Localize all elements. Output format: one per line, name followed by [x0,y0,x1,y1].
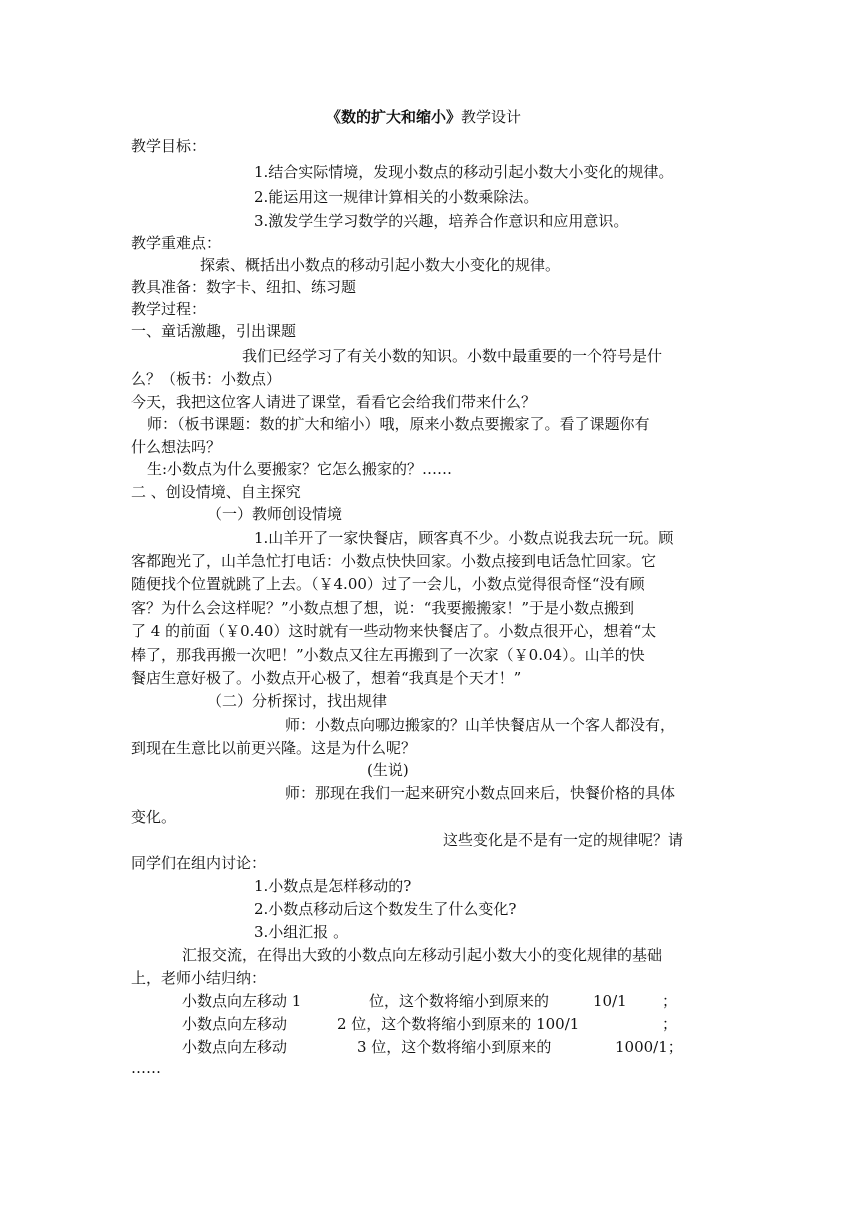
goal-item: 3.激发学生学习数学的兴趣，培养合作意识和应用意识。 [254,212,629,230]
section1-line: 么？（板书：小数点） [131,370,282,388]
rule-part: 位，这个数将缩小到原来的 [369,992,550,1010]
story-line: 客？为什么会这样呢？”小数点想了想，说：“我要搬搬家！”于是小数点搬到 [131,599,635,617]
rule-part: ； [662,992,678,1010]
story-line: 1.山羊开了一家快餐店，顾客真不少。小数点说我去玩一玩。顾 [254,529,674,547]
goals-heading: 教学目标： [131,137,207,155]
analysis-line: 同学们在组内讨论： [131,854,267,872]
story-line: 随便找个位置就跳了上去。（￥4.00）过了一会儿，小数点觉得很奇怪“没有顾 [131,575,645,593]
key-points-text: 探索、概括出小数点的移动引起小数大小变化的规律。 [200,256,561,274]
subsection-heading: （一）教师创设情境 [207,505,343,523]
section1-line: 师：（板书课题：数的扩大和缩小）哦，原来小数点要搬家了。看了课题你有 [147,415,650,433]
story-line: 餐店生意好极了。小数点开心极了，想着“我真是个天才！” [131,669,522,687]
section1-line: 我们已经学习了有关小数的知识。小数中最重要的一个符号是什 [242,347,663,365]
subsection-heading: （二）分析探讨，找出规律 [207,692,388,710]
rule-part: 1000/1； [615,1038,683,1056]
goal-item: 2.能运用这一规律计算相关的小数乘除法。 [254,188,539,206]
section1-line: 什么想法吗？ [131,438,222,456]
rule-part: 3 位，这个数将缩小到原来的 [357,1038,552,1056]
analysis-line: 变化。 [131,808,177,826]
title-rest: 教学设计 [461,108,522,126]
analysis-line: (生说) [367,761,409,779]
summary-line: 上，老师小结归纳： [131,969,267,987]
rule-part: ； [662,1015,678,1033]
key-points-heading: 教学重难点： [131,234,222,252]
rule-part: 小数点向左移动 [182,1038,288,1056]
summary-line: 汇报交流，在得出大致的小数点向左移动引起小数大小的变化规律的基础 [182,946,663,964]
process-heading: 教学过程： [131,300,207,318]
analysis-line: 师：那现在我们一起来研究小数点回来后，快餐价格的具体 [285,784,676,802]
analysis-line: 到现在生意比以前更兴隆。这是为什么呢？ [131,739,417,757]
section1-line: 今天，我把这位客人请进了课堂，看看它会给我们带来什么？ [131,393,537,411]
rule-part: 2 位，这个数将缩小到原来的 100/1 [337,1015,580,1033]
story-line: 客都跑光了，山羊急忙打电话：小数点快快回家。小数点接到电话急忙回家。它 [131,552,657,570]
rule-part: 小数点向左移动 [182,1015,288,1033]
title-bold: 《数的扩大和缩小》 [326,108,462,126]
question-item: 2.小数点移动后这个数发生了什么变化? [254,900,517,918]
question-item: 3.小组汇报 。 [254,923,349,941]
section1-line: 生:小数点为什么要搬家？它怎么搬家的？…… [147,460,453,478]
goal-item: 1.结合实际情境，发现小数点的移动引起小数大小变化的规律。 [254,163,674,181]
story-line: 了 4 的前面（￥0.40）这时就有一些动物来快餐店了。小数点很开心，想着“太 [131,622,657,640]
analysis-line: 这些变化是不是有一定的规律呢？请 [443,831,684,849]
section1-heading: 一、童话激趣，引出课题 [131,322,297,340]
rule-part: 10/1 [593,992,627,1010]
analysis-line: 师：小数点向哪边搬家的？山羊快餐店从一个客人都没有， [285,716,676,734]
question-item: 1.小数点是怎样移动的? [254,877,412,895]
rule-part: 小数点向左移动 1 [182,992,302,1010]
story-line: 棒了，那我再搬一次吧！”小数点又往左再搬到了一次家（￥0.04）。山羊的快 [131,646,645,664]
document-title [326,106,521,128]
materials-line: 教具准备：数字卡、纽扣、练习题 [131,278,357,296]
ellipsis: …… [131,1059,161,1077]
section2-heading: 二 、创设情境、自主探究 [131,483,301,501]
